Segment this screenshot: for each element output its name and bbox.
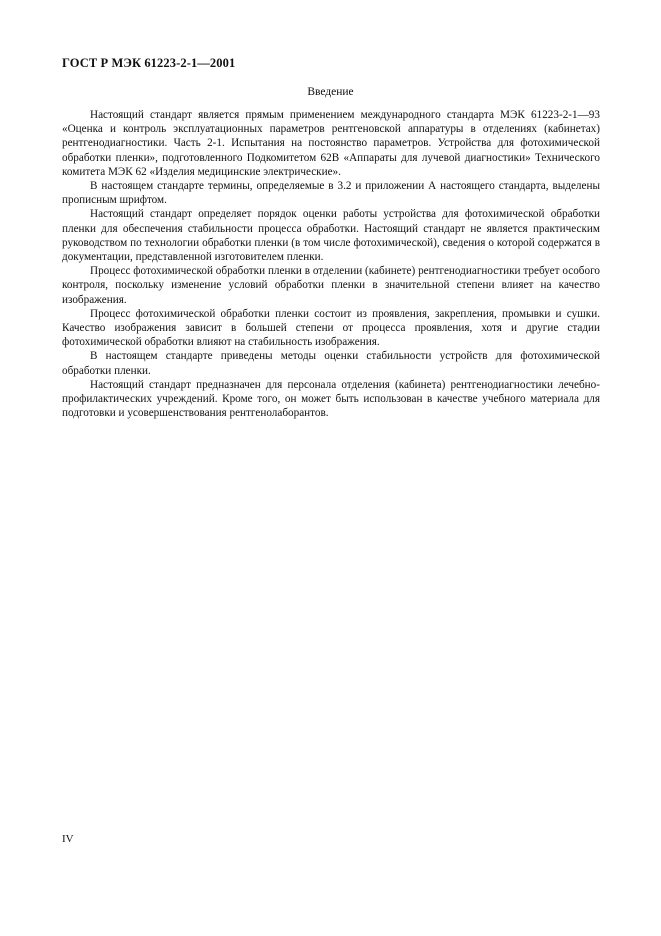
page-number: IV: [62, 833, 74, 845]
paragraph: Настоящий стандарт определяет порядок оценки работы устройства для фотохимической обработки пленки для обеспечения стабильности процесса обработки. Настоящий стандарт не является практическим руководством по технологии обработки пленки (в том числе фотохимической), сведения о которой содержатся в документации, представленной изготовителем пленки.: [62, 208, 600, 264]
paragraph: В настоящем стандарте приведены методы оценки стабильности устройств для фотохимической обработки пленки.: [62, 350, 600, 377]
paragraph: Настоящий стандарт является прямым применением международного стандарта МЭК 61223-2-1—93 «Оценка и контроль эксплуатационных параметров рентгеновской аппаратуры в отделениях (кабинетах) рентгенодиагностики. Часть 2-1. Испытания на постоянство параметров. Устройства для фотохимической обработки пленки», подготовленного Подкомитетом 62В «Аппараты для лучевой диагностики» Технического комитета МЭК 62 «Изделия медицинские электрические».: [62, 109, 600, 178]
paragraph: Процесс фотохимической обработки пленки в отделении (кабинете) рентгенодиагностики требует особого контроля, поскольку изменение условий обработки пленки в значительной степени влияет на качество изображения.: [62, 265, 600, 306]
paragraph: В настоящем стандарте термины, определяемые в 3.2 и приложении А настоящего стандарта, выделены прописным шрифтом.: [62, 180, 600, 207]
paragraph: Процесс фотохимической обработки пленки состоит из проявления, закрепления, промывки и сушки. Качество изображения зависит в большей степени от процесса проявления, хотя и другие стадии фотохимической обработки влияют на стабильность изображения.: [62, 307, 600, 349]
section-title: Введение: [307, 86, 354, 98]
paragraph: Настоящий стандарт предназначен для персонала отделения (кабинета) рентгенодиагностики лечебно-профилактических учреждений. Кроме того, он может быть использован в качестве учебного материала для подготовки и усовершенствования рентгенолаборантов.: [62, 378, 600, 420]
introduction-body: [62, 108, 600, 420]
standard-code-header: ГОСТ Р МЭК 61223-2-1—2001: [62, 56, 236, 70]
